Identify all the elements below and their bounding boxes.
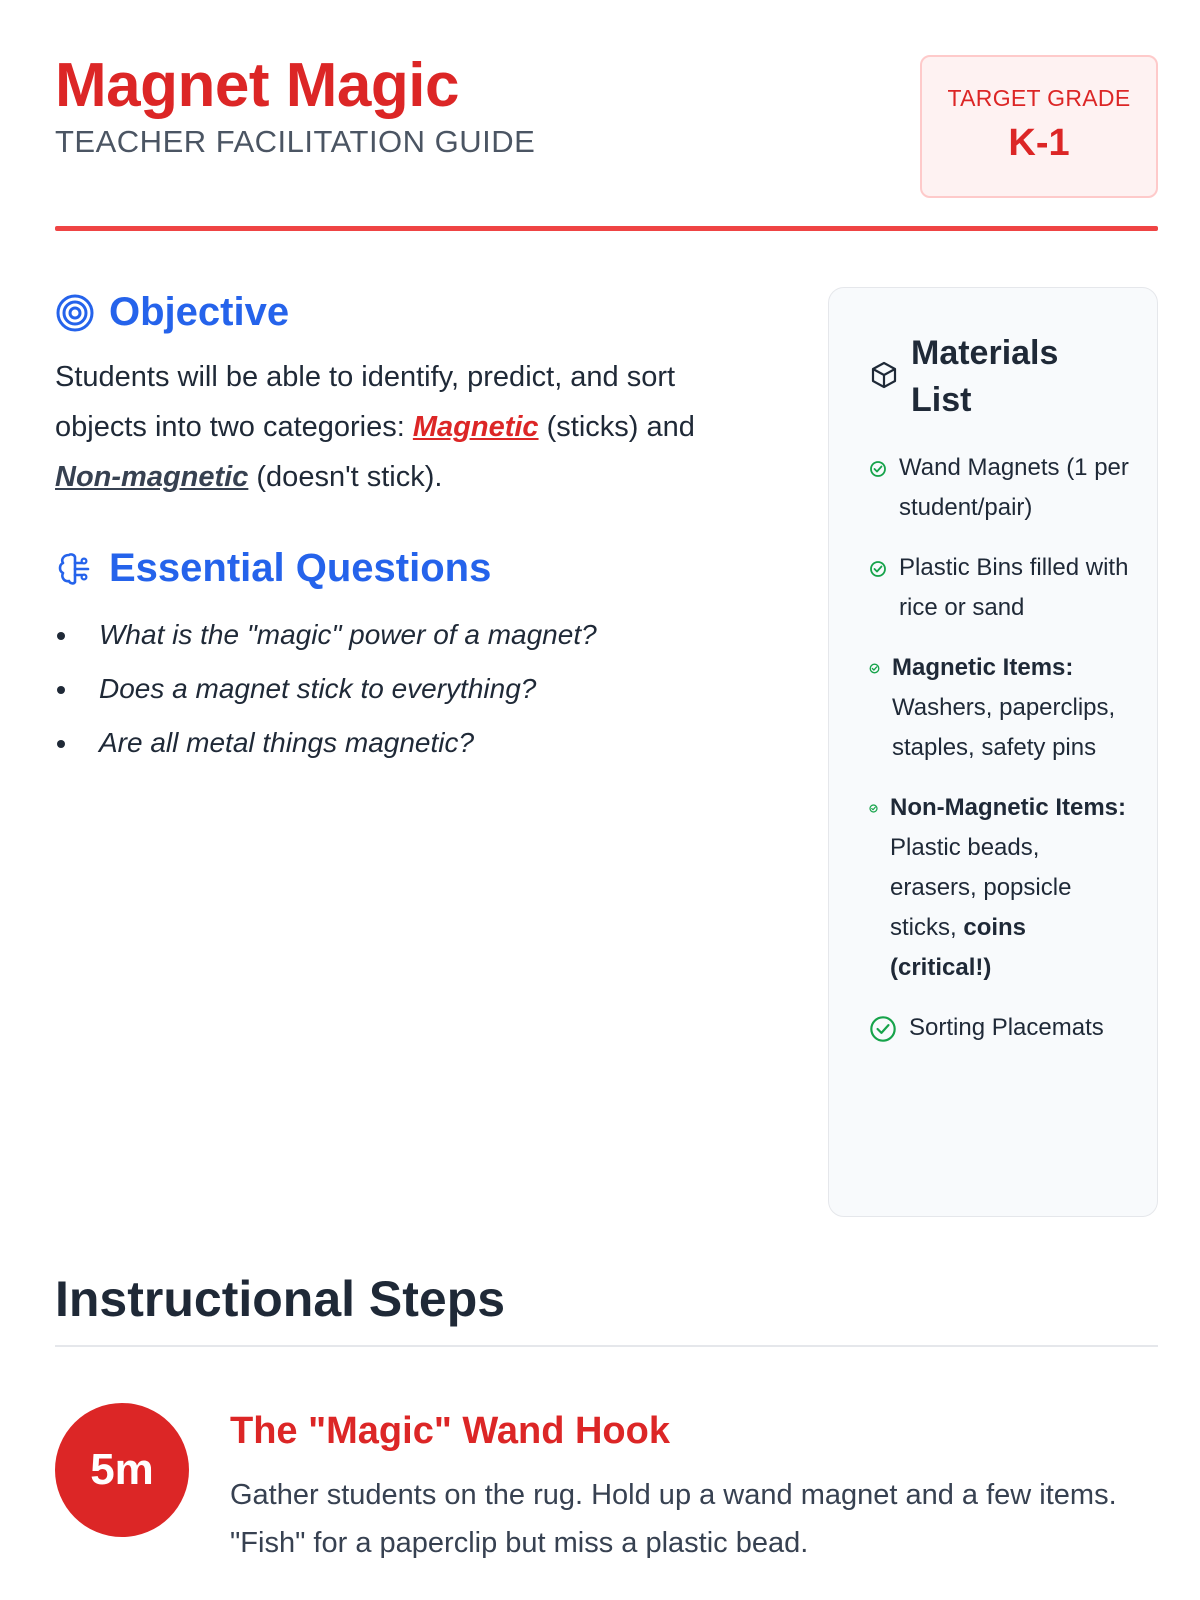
question-item: Are all metal things magnetic? [55, 716, 775, 770]
material-item [869, 448, 1129, 528]
material-bold: Non-Magnetic Items: [890, 794, 1127, 821]
objective-text-start: Students will be able to identify, predict, and sort objects into two categories: [55, 361, 676, 443]
check-circle-icon [869, 560, 887, 578]
lesson-page [55, 0, 1158, 1600]
keyword-non-magnetic: Non-magnetic [55, 461, 249, 493]
objective-text-middle: (sticks) and [538, 411, 695, 443]
material-text [892, 648, 1129, 768]
material-item [869, 548, 1129, 628]
material-text: Sorting Placemats [909, 1014, 1104, 1041]
step-time-badge: 5m [55, 1403, 189, 1537]
questions-heading [55, 546, 491, 591]
question-item: Does a magnet stick to everything? [55, 662, 775, 716]
material-item [869, 648, 1129, 768]
box-icon [869, 360, 899, 390]
steps-divider [55, 1345, 1158, 1347]
materials-list [869, 448, 1129, 1068]
material-text [890, 788, 1129, 988]
page-title: Magnet Magic [55, 51, 459, 120]
question-item: What is the "magic" power of a magnet? [55, 608, 775, 662]
objective-heading-text: Objective [109, 290, 290, 334]
material-detail: Washers, paperclips, staples, safety pins [892, 694, 1116, 761]
grade-badge [920, 55, 1158, 198]
material-text: Wand Magnets (1 per student/pair) [899, 454, 1129, 521]
step-title: The "Magic" Wand Hook [230, 1410, 670, 1452]
materials-card [828, 287, 1158, 1217]
check-circle-icon [869, 663, 880, 674]
check-circle-icon [869, 804, 878, 813]
check-circle-icon [869, 1015, 897, 1043]
material-text: Plastic Bins filled with rice or sand [899, 554, 1129, 621]
check-circle-icon [869, 460, 887, 478]
material-bold: Magnetic Items: [892, 654, 1074, 681]
materials-heading-text: Materials List [911, 334, 1059, 419]
keyword-magnetic: Magnetic [412, 411, 539, 443]
page-header [55, 0, 1158, 232]
materials-heading [869, 330, 1111, 424]
page-subtitle: TEACHER FACILITATION GUIDE [55, 124, 536, 159]
brain-icon [55, 549, 95, 589]
questions-heading-text: Essential Questions [109, 546, 492, 590]
header-divider [55, 226, 1158, 231]
material-item [869, 1008, 1129, 1048]
step-description: Gather students on the rug. Hold up a wand magnet and a few items. "Fish" for a paperclip but miss a plastic bead. [230, 1479, 1117, 1559]
objective-heading [55, 290, 289, 335]
steps-heading: Instructional Steps [55, 1271, 506, 1327]
grade-label: TARGET GRADE [947, 85, 1131, 111]
grade-value: K-1 [1008, 122, 1070, 164]
objective-text-end: (doesn't stick). [248, 461, 443, 493]
material-detail: Plastic beads, erasers, popsicle sticks, [890, 834, 1072, 941]
questions-list [55, 608, 775, 770]
material-item [869, 788, 1129, 988]
material-bold-tail: coins (critical!) [890, 914, 1027, 981]
objective-text [55, 352, 755, 502]
target-icon [55, 293, 95, 333]
